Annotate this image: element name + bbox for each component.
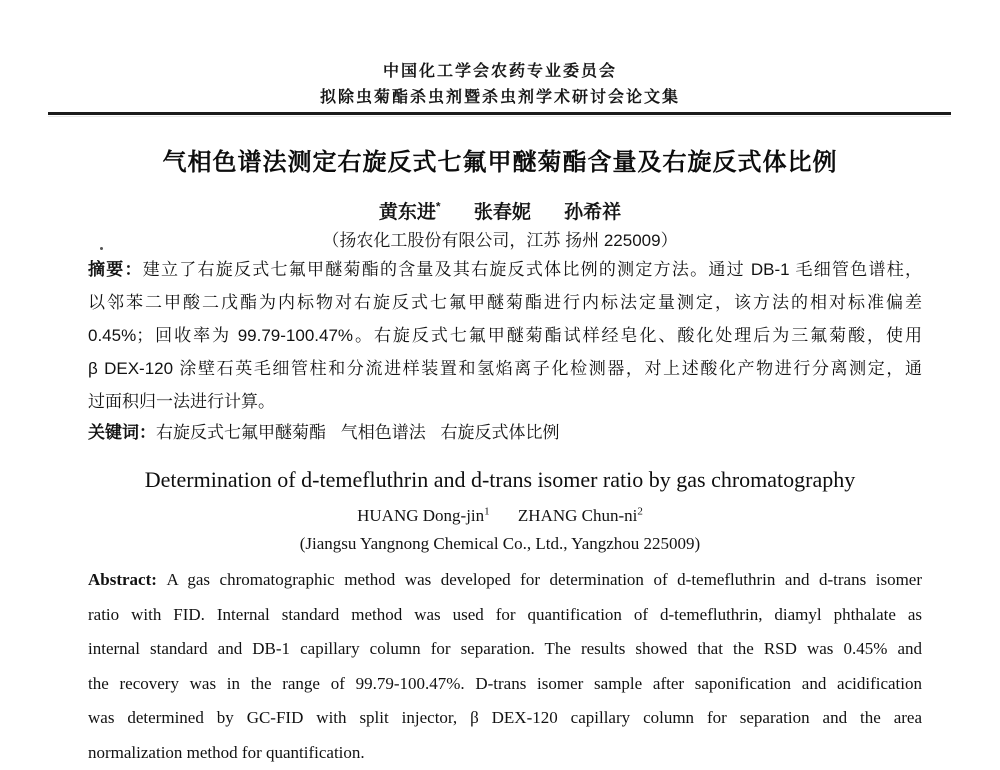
abstract-en-line: internal standard and DB-1 capillary column for separation. The results showed that the RSD was 0.45% and xyxy=(88,632,922,667)
author-cn xyxy=(474,202,531,223)
abstract-cn-line: 摘要：建立了右旋反式七氟甲醚菊酯的含量及其右旋反式体比例的测定方法。通过 DB-1 毛细管色谱柱， xyxy=(88,253,922,286)
abstract-cn-line: 过面积归一法进行计算。 xyxy=(88,385,922,418)
affiliation-cn: （扬农化工股份有限公司，江苏 扬州 225009） xyxy=(0,226,1000,251)
abstract-label-cn: 摘要： xyxy=(88,260,143,279)
abstract-en-line: the recovery was in the range of 99.79-100.47%. D-trans isomer sample after saponification and acidification xyxy=(88,667,922,702)
proceedings-header-line-2: 拟除虫菊酯杀虫剂暨杀虫剂学术研讨会论文集 xyxy=(0,84,1000,107)
abstract-en xyxy=(88,563,922,770)
author-en xyxy=(518,506,643,525)
abstract-en-line: Abstract: A gas chromatographic method was developed for determination of d-temefluthrin and d-trans isomer xyxy=(88,563,922,598)
author-affil-mark: 2 xyxy=(637,505,643,517)
keywords-list-cn: 右旋反式七氟甲醚菊酯 气相色谱法 右旋反式体比例 xyxy=(156,423,559,442)
paper-title-en: Determination of d-temefluthrin and d-trans isomer ratio by gas chromatography xyxy=(0,467,1000,493)
paper-title-cn: 气相色谱法测定右旋反式七氟甲醚菊酯含量及右旋反式体比例 xyxy=(0,142,1000,177)
author-name: HUANG Dong-jin xyxy=(357,506,484,525)
abstract-en-line: ratio with FID. Internal standard method was used for quantification of d-temefluthrin, diamyl phthalate as xyxy=(88,598,922,633)
header-divider-rule-shadow xyxy=(48,116,951,117)
keywords-cn xyxy=(88,416,559,449)
author-cn xyxy=(564,202,621,223)
author-affil-mark: 1 xyxy=(484,505,490,517)
author-name: 张春妮 xyxy=(474,202,531,223)
authors-en xyxy=(0,505,1000,526)
author-name: 孙希祥 xyxy=(564,202,621,223)
author-name: 黄东进 xyxy=(379,202,436,223)
author-footnote-mark: * xyxy=(436,200,441,214)
author-name: ZHANG Chun-ni xyxy=(518,506,637,525)
abstract-cn-line: 以邻苯二甲酸二戊酯为内标物对右旋反式七氟甲醚菊酯进行内标法定量测定，该方法的相对标准偏差 xyxy=(88,286,922,319)
abstract-en-line: normalization method for quantification. xyxy=(88,736,922,770)
authors-cn xyxy=(0,197,1000,224)
abstract-label-en: Abstract: xyxy=(88,570,157,589)
keywords-label-cn: 关键词： xyxy=(88,423,156,442)
abstract-cn xyxy=(88,253,922,418)
abstract-cn-line: 0.45%；回收率为 99.79-100.47%。右旋反式七氟甲醚菊酯试样经皂化、酸化处理后为三氟菊酸，使用 xyxy=(88,319,922,352)
proceedings-header-line-1: 中国化工学会农药专业委员会 xyxy=(0,58,1000,81)
author-cn xyxy=(379,202,441,223)
author-en xyxy=(357,506,490,525)
header-divider-rule xyxy=(48,112,951,115)
affiliation-en: (Jiangsu Yangnong Chemical Co., Ltd., Yangzhou 225009) xyxy=(0,534,1000,554)
abstract-en-line: was determined by GC-FID with split injector, β DEX-120 capillary column for separation and the area xyxy=(88,701,922,736)
abstract-cn-line: β DEX-120 涂壁石英毛细管柱和分流进样装置和氢焰离子化检测器，对上述酸化产物进行分离测定，通 xyxy=(88,352,922,385)
